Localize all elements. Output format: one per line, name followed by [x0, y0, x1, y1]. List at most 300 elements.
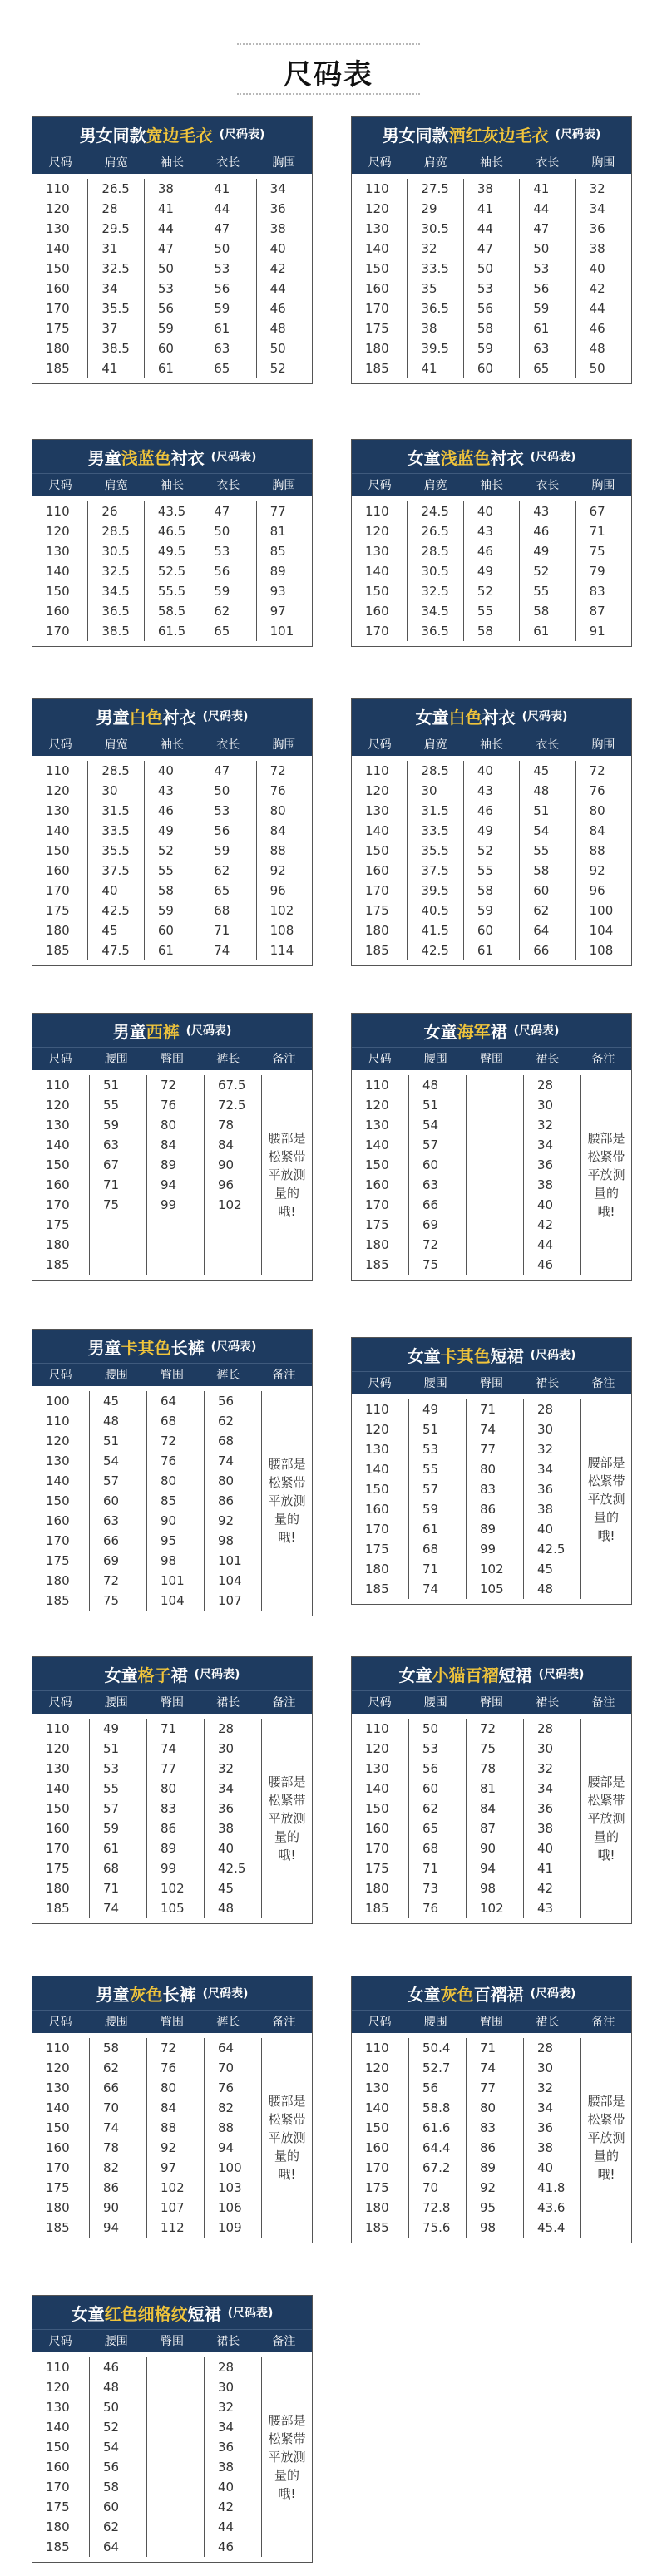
table-cell: 48: [103, 2380, 120, 2395]
table-cell: 110: [365, 504, 389, 519]
note-cell: [262, 1391, 312, 1611]
column-header: 腰围: [104, 2335, 128, 2348]
table-cell: 56: [157, 301, 174, 316]
column-header: 袖长: [161, 738, 184, 752]
table-cell: 36: [218, 1801, 235, 1816]
table-cell: 175: [365, 1217, 389, 1232]
title-highlight: 西裤: [146, 1021, 180, 1042]
table-cell: 46: [589, 321, 605, 336]
note-cell: [262, 1719, 312, 1918]
table-cell: 32: [218, 1761, 235, 1776]
table-column: [32, 761, 88, 960]
table-cell: 40: [477, 763, 493, 778]
table-cell: 80: [161, 2080, 177, 2095]
table-cell: 48: [218, 1901, 235, 1916]
table-cell: 74: [480, 2060, 496, 2075]
table-cell: 102: [161, 1881, 185, 1896]
table-cell: 150: [46, 584, 70, 599]
title-text: 男童: [87, 1337, 121, 1358]
table-cell: 34: [101, 281, 118, 296]
card-title: [32, 699, 312, 733]
table-cell: 120: [365, 524, 389, 539]
table-cell: 120: [365, 1741, 389, 1756]
table-cell: 80: [269, 803, 286, 818]
note-text: 腰部是松紧带平放测量的哦!: [587, 1131, 625, 1219]
header-divider-top: [237, 43, 420, 45]
table-cell: 28.5: [101, 524, 130, 539]
table-cell: 130: [365, 1761, 389, 1776]
table-cell: 77: [269, 504, 286, 519]
column-header: 臀围: [161, 1053, 184, 1066]
title-text: 衬衣: [482, 707, 516, 728]
table-cell: 160: [365, 281, 389, 296]
table-cell: 130: [365, 803, 389, 818]
table-cell: 104: [161, 1593, 185, 1608]
column-header: 胸围: [272, 156, 296, 170]
table-cell: 64: [218, 2041, 235, 2055]
column-header: 臀围: [480, 1696, 503, 1710]
title-highlight: 宽边毛衣: [146, 125, 213, 146]
table-cell: 28.5: [101, 763, 130, 778]
table-cell: 58: [103, 2041, 120, 2055]
table-column: [408, 179, 463, 378]
table-cell: 175: [365, 321, 389, 336]
table-cell: 38: [537, 1177, 554, 1192]
column-header: 备注: [272, 2016, 296, 2029]
table-cell: 140: [46, 2100, 70, 2115]
column-header: 备注: [591, 1053, 615, 1066]
table-cell: 47: [477, 241, 493, 256]
table-cell: 58.8: [422, 2100, 451, 2115]
title-tag: (尺码表): [530, 1349, 576, 1362]
column-header: 胸围: [591, 479, 615, 492]
table-cell: 32: [537, 2080, 554, 2095]
title-text: 男童: [96, 1984, 130, 2005]
table-cell: 61: [422, 1522, 439, 1537]
table-cell: 180: [46, 2200, 70, 2215]
column-header: 尺码: [48, 1053, 72, 1066]
table-cell: 55: [533, 584, 550, 599]
table-cell: 34: [589, 201, 605, 216]
table-cell: 120: [46, 783, 70, 798]
table-cell: 150: [365, 1157, 389, 1172]
note-cell: [581, 1719, 631, 1918]
table-cell: 170: [46, 1841, 70, 1856]
table-cell: 45: [101, 923, 118, 938]
size-chart-card: [32, 439, 313, 647]
table-cell: 53: [214, 261, 230, 276]
table-cell: 102: [480, 1562, 504, 1577]
table-cell: 42: [537, 1217, 554, 1232]
table-cell: 62: [214, 863, 230, 878]
table-cell: 35.5: [101, 301, 130, 316]
title-highlight: 浅蓝色: [440, 447, 491, 468]
table-cell: 57: [103, 1473, 120, 1488]
table-cell: 130: [46, 1118, 70, 1133]
table-cell: 58: [477, 883, 493, 898]
table-cell: 97: [269, 604, 286, 619]
table-cell: 38: [269, 221, 286, 236]
table-cell: 140: [365, 1462, 389, 1477]
table-cell: 28: [218, 2360, 235, 2375]
column-header: 裙长: [536, 2016, 560, 2029]
title-text: 女童: [104, 1665, 138, 1685]
table-cell: 32.5: [101, 261, 130, 276]
table-cell: 48: [537, 1582, 554, 1596]
column-header: 裙长: [536, 1696, 560, 1710]
column-header: 衣长: [536, 479, 560, 492]
table-cell: 60: [477, 923, 493, 938]
table-cell: 75: [589, 544, 605, 559]
table-cell: 62: [218, 1414, 235, 1429]
table-cell: 102: [480, 1901, 504, 1916]
table-cell: 68: [422, 1841, 439, 1856]
table-cell: 67: [103, 1157, 120, 1172]
title-text: 女童: [71, 2303, 105, 2324]
table-cell: 39.5: [421, 341, 449, 356]
table-cell: 87: [480, 1821, 496, 1836]
title-text: 裙: [170, 1665, 188, 1685]
table-column: [90, 1719, 147, 1918]
table-cell: 51: [103, 1434, 120, 1448]
table-column: [352, 501, 408, 641]
title-text: 女童: [398, 1665, 432, 1685]
title-text: 女童: [415, 707, 449, 728]
table-cell: 46: [269, 301, 286, 316]
table-cell: 75: [422, 1257, 439, 1272]
table-cell: 55: [103, 1781, 120, 1796]
table-cell: 50: [157, 261, 174, 276]
table-cell: 36: [537, 1482, 554, 1497]
column-header: 肩宽: [104, 156, 128, 170]
table-cell: 34.5: [421, 604, 449, 619]
table-cell: 32: [421, 241, 437, 256]
table-cell: 40: [101, 883, 118, 898]
column-headers: [32, 1363, 312, 1386]
table-cell: 43: [537, 1901, 554, 1916]
table-column: [576, 501, 631, 641]
table-cell: 26.5: [101, 181, 130, 196]
size-chart-card: [351, 1337, 632, 1605]
column-header: 腰围: [423, 1696, 447, 1710]
table-body: [32, 2033, 312, 2243]
table-cell: 92: [161, 2140, 177, 2155]
table-cell: 140: [365, 823, 389, 838]
table-cell: 140: [365, 564, 389, 579]
table-cell: 150: [46, 1801, 70, 1816]
table-cell: 56: [214, 823, 230, 838]
table-cell: 94: [161, 1177, 177, 1192]
table-cell: 36: [269, 201, 286, 216]
table-cell: 140: [46, 2420, 70, 2435]
table-cell: 175: [46, 1217, 70, 1232]
column-header: 尺码: [48, 738, 72, 752]
table-cell: 49: [103, 1721, 120, 1736]
table-cell: 79: [589, 564, 605, 579]
table-cell: 88: [161, 2120, 177, 2135]
note-text: 腰部是松紧带平放测量的哦!: [268, 1131, 306, 1219]
table-cell: 32.5: [421, 584, 449, 599]
table-cell: 52: [103, 2420, 120, 2435]
table-cell: 58: [477, 321, 493, 336]
table-cell: 47: [157, 241, 174, 256]
column-header: 裤长: [216, 1369, 240, 1382]
table-cell: 102: [161, 2180, 185, 2195]
table-body: [352, 1714, 631, 1923]
table-cell: 140: [46, 241, 70, 256]
table-column: [520, 179, 575, 378]
table-cell: 36: [537, 1157, 554, 1172]
table-cell: 120: [46, 1434, 70, 1448]
table-column: [352, 1075, 409, 1275]
table-cell: 56: [214, 564, 230, 579]
column-headers: [32, 2010, 312, 2033]
table-column: [257, 501, 312, 641]
table-cell: 150: [46, 1157, 70, 1172]
table-cell: 76: [161, 2060, 177, 2075]
table-cell: 170: [46, 1533, 70, 1548]
table-cell: 63: [214, 341, 230, 356]
table-cell: 140: [46, 1781, 70, 1796]
table-cell: 60: [103, 1493, 120, 1508]
table-cell: 41: [533, 181, 550, 196]
column-header: 尺码: [48, 156, 72, 170]
table-cell: 28: [537, 1721, 554, 1736]
title-highlight: 小猫百褶: [432, 1665, 499, 1685]
table-cell: 80: [218, 1473, 235, 1488]
table-cell: 30: [537, 2060, 554, 2075]
table-cell: 34: [218, 2420, 235, 2435]
table-cell: 50: [103, 2400, 120, 2415]
table-cell: 42.5: [218, 1861, 246, 1876]
size-chart-card: [351, 1976, 632, 2243]
table-column: [88, 501, 144, 641]
table-cell: 28.5: [421, 763, 449, 778]
table-cell: 85: [269, 544, 286, 559]
table-cell: 130: [365, 544, 389, 559]
table-cell: 42.5: [101, 903, 130, 918]
table-cell: 37: [101, 321, 118, 336]
table-cell: 83: [480, 1482, 496, 1497]
card-title: [32, 440, 312, 473]
table-cell: 74: [103, 1901, 120, 1916]
table-cell: 102: [218, 1197, 242, 1212]
table-cell: 90: [480, 1841, 496, 1856]
table-column: [524, 1719, 581, 1918]
table-cell: 47: [533, 221, 550, 236]
column-header: 裙长: [216, 1696, 240, 1710]
table-cell: 41: [101, 361, 118, 376]
page-header: [0, 0, 657, 100]
table-cell: 120: [46, 201, 70, 216]
column-header: 臀围: [161, 2335, 184, 2348]
table-body: [32, 1714, 312, 1923]
card-title: [352, 440, 631, 473]
table-cell: 31: [101, 241, 118, 256]
column-header: 备注: [272, 1696, 296, 1710]
column-headers: [32, 1047, 312, 1070]
table-cell: 53: [422, 1442, 439, 1457]
table-cell: 110: [46, 1078, 70, 1093]
table-cell: 56: [477, 301, 493, 316]
table-cell: 26: [101, 504, 118, 519]
table-cell: 140: [365, 2100, 389, 2115]
table-cell: 82: [103, 2160, 120, 2175]
table-cell: 62: [422, 1801, 439, 1816]
table-cell: 65: [533, 361, 550, 376]
table-cell: 175: [365, 1861, 389, 1876]
size-chart-card: [351, 439, 632, 647]
column-header: 袖长: [480, 479, 503, 492]
table-cell: 110: [365, 1402, 389, 1417]
table-cell: 51: [422, 1422, 439, 1437]
column-header: 腰围: [423, 2016, 447, 2029]
table-column: [576, 179, 631, 378]
table-cell: 52: [269, 361, 286, 376]
table-column: [576, 761, 631, 960]
table-cell: 63: [533, 341, 550, 356]
table-cell: 50: [422, 1721, 439, 1736]
table-cell: 114: [269, 943, 294, 958]
table-cell: 28: [537, 2041, 554, 2055]
table-cell: 65: [214, 361, 230, 376]
table-cell: 57: [103, 1801, 120, 1816]
table-cell: 51: [103, 1078, 120, 1093]
table-cell: 86: [480, 1502, 496, 1517]
table-cell: 38.5: [101, 341, 130, 356]
table-cell: 160: [365, 1177, 389, 1192]
table-cell: 75: [480, 1741, 496, 1756]
table-cell: 37.5: [421, 863, 449, 878]
table-cell: 43.5: [157, 504, 186, 519]
table-cell: 43: [477, 524, 493, 539]
column-header: 尺码: [48, 1696, 72, 1710]
table-cell: 34: [537, 2100, 554, 2115]
table-cell: 140: [365, 1137, 389, 1152]
table-cell: 185: [46, 1901, 70, 1916]
table-cell: 24.5: [421, 504, 449, 519]
table-cell: 108: [589, 943, 614, 958]
table-column: [408, 761, 463, 960]
table-cell: 59: [103, 1821, 120, 1836]
table-cell: 36: [537, 1801, 554, 1816]
table-column: [32, 1391, 90, 1611]
column-header: 胸围: [272, 738, 296, 752]
table-cell: 80: [589, 803, 605, 818]
column-headers: [32, 2329, 312, 2352]
table-cell: 76: [218, 2080, 235, 2095]
table-column: [467, 2038, 524, 2238]
table-cell: 36: [537, 2120, 554, 2135]
table-cell: 46: [477, 803, 493, 818]
table-cell: 30: [537, 1098, 554, 1113]
table-column: [409, 1399, 467, 1599]
table-cell: 63: [422, 1177, 439, 1192]
column-headers: [352, 1047, 631, 1070]
table-cell: 110: [365, 1721, 389, 1736]
table-cell: 60: [422, 1157, 439, 1172]
table-cell: 72.8: [422, 2200, 451, 2215]
table-cell: 52: [477, 843, 493, 858]
card-title: [32, 1976, 312, 2010]
table-cell: 89: [269, 564, 286, 579]
table-cell: 71: [422, 1861, 439, 1876]
table-cell: 96: [589, 883, 605, 898]
table-cell: 130: [46, 2080, 70, 2095]
title-text: 裙: [490, 1021, 507, 1042]
table-cell: 81: [480, 1781, 496, 1796]
table-cell: 140: [46, 1137, 70, 1152]
table-body: [352, 2033, 631, 2243]
table-cell: 41: [214, 181, 230, 196]
table-cell: 89: [480, 1522, 496, 1537]
column-header: 胸围: [272, 479, 296, 492]
column-headers: [352, 1371, 631, 1394]
table-cell: 54: [422, 1118, 439, 1133]
table-cell: 45: [103, 1394, 120, 1409]
table-cell: 160: [46, 604, 70, 619]
table-cell: 112: [161, 2220, 185, 2235]
table-cell: 38.5: [101, 624, 130, 639]
table-cell: 48: [422, 1078, 439, 1093]
size-chart-card: [32, 1013, 313, 1281]
table-cell: 56: [218, 1394, 235, 1409]
table-cell: 72: [103, 1573, 120, 1588]
table-cell: 59: [214, 301, 230, 316]
table-cell: 180: [46, 923, 70, 938]
table-cell: 94: [218, 2140, 235, 2155]
title-highlight: 酒红灰边毛衣: [448, 125, 549, 146]
table-cell: 185: [46, 1257, 70, 1272]
table-cell: 98: [161, 1553, 177, 1568]
table-cell: 80: [480, 2100, 496, 2115]
title-tag: (尺码表): [513, 1024, 560, 1038]
table-cell: 130: [46, 221, 70, 236]
card-title: [32, 1657, 312, 1690]
table-cell: 46: [157, 803, 174, 818]
column-header: 备注: [272, 1369, 296, 1382]
table-cell: 36: [218, 2440, 235, 2455]
column-header: 臀围: [480, 1053, 503, 1066]
table-cell: 28: [101, 201, 118, 216]
table-cell: 120: [365, 1422, 389, 1437]
table-column: [257, 179, 312, 378]
table-cell: 51: [103, 1741, 120, 1756]
table-cell: 106: [218, 2200, 242, 2215]
table-cell: 40: [477, 504, 493, 519]
table-cell: 69: [422, 1217, 439, 1232]
table-cell: 74: [480, 1422, 496, 1437]
table-cell: 170: [46, 1197, 70, 1212]
table-cell: 175: [365, 903, 389, 918]
table-cell: 120: [365, 2060, 389, 2075]
table-cell: 55: [422, 1462, 439, 1477]
table-cell: 40: [537, 1522, 554, 1537]
table-cell: 31.5: [101, 803, 130, 818]
table-cell: 42: [589, 281, 605, 296]
table-cell: 110: [46, 763, 70, 778]
column-header: 腰围: [104, 1696, 128, 1710]
table-cell: 44: [214, 201, 230, 216]
table-cell: 32.5: [101, 564, 130, 579]
table-column: [524, 2038, 581, 2238]
table-cell: 74: [218, 1453, 235, 1468]
table-cell: 180: [46, 2519, 70, 2534]
table-cell: 104: [218, 1573, 242, 1588]
title-text: 百褶裙: [473, 1984, 524, 2005]
table-cell: 46: [537, 1257, 554, 1272]
table-cell: 175: [46, 2180, 70, 2195]
